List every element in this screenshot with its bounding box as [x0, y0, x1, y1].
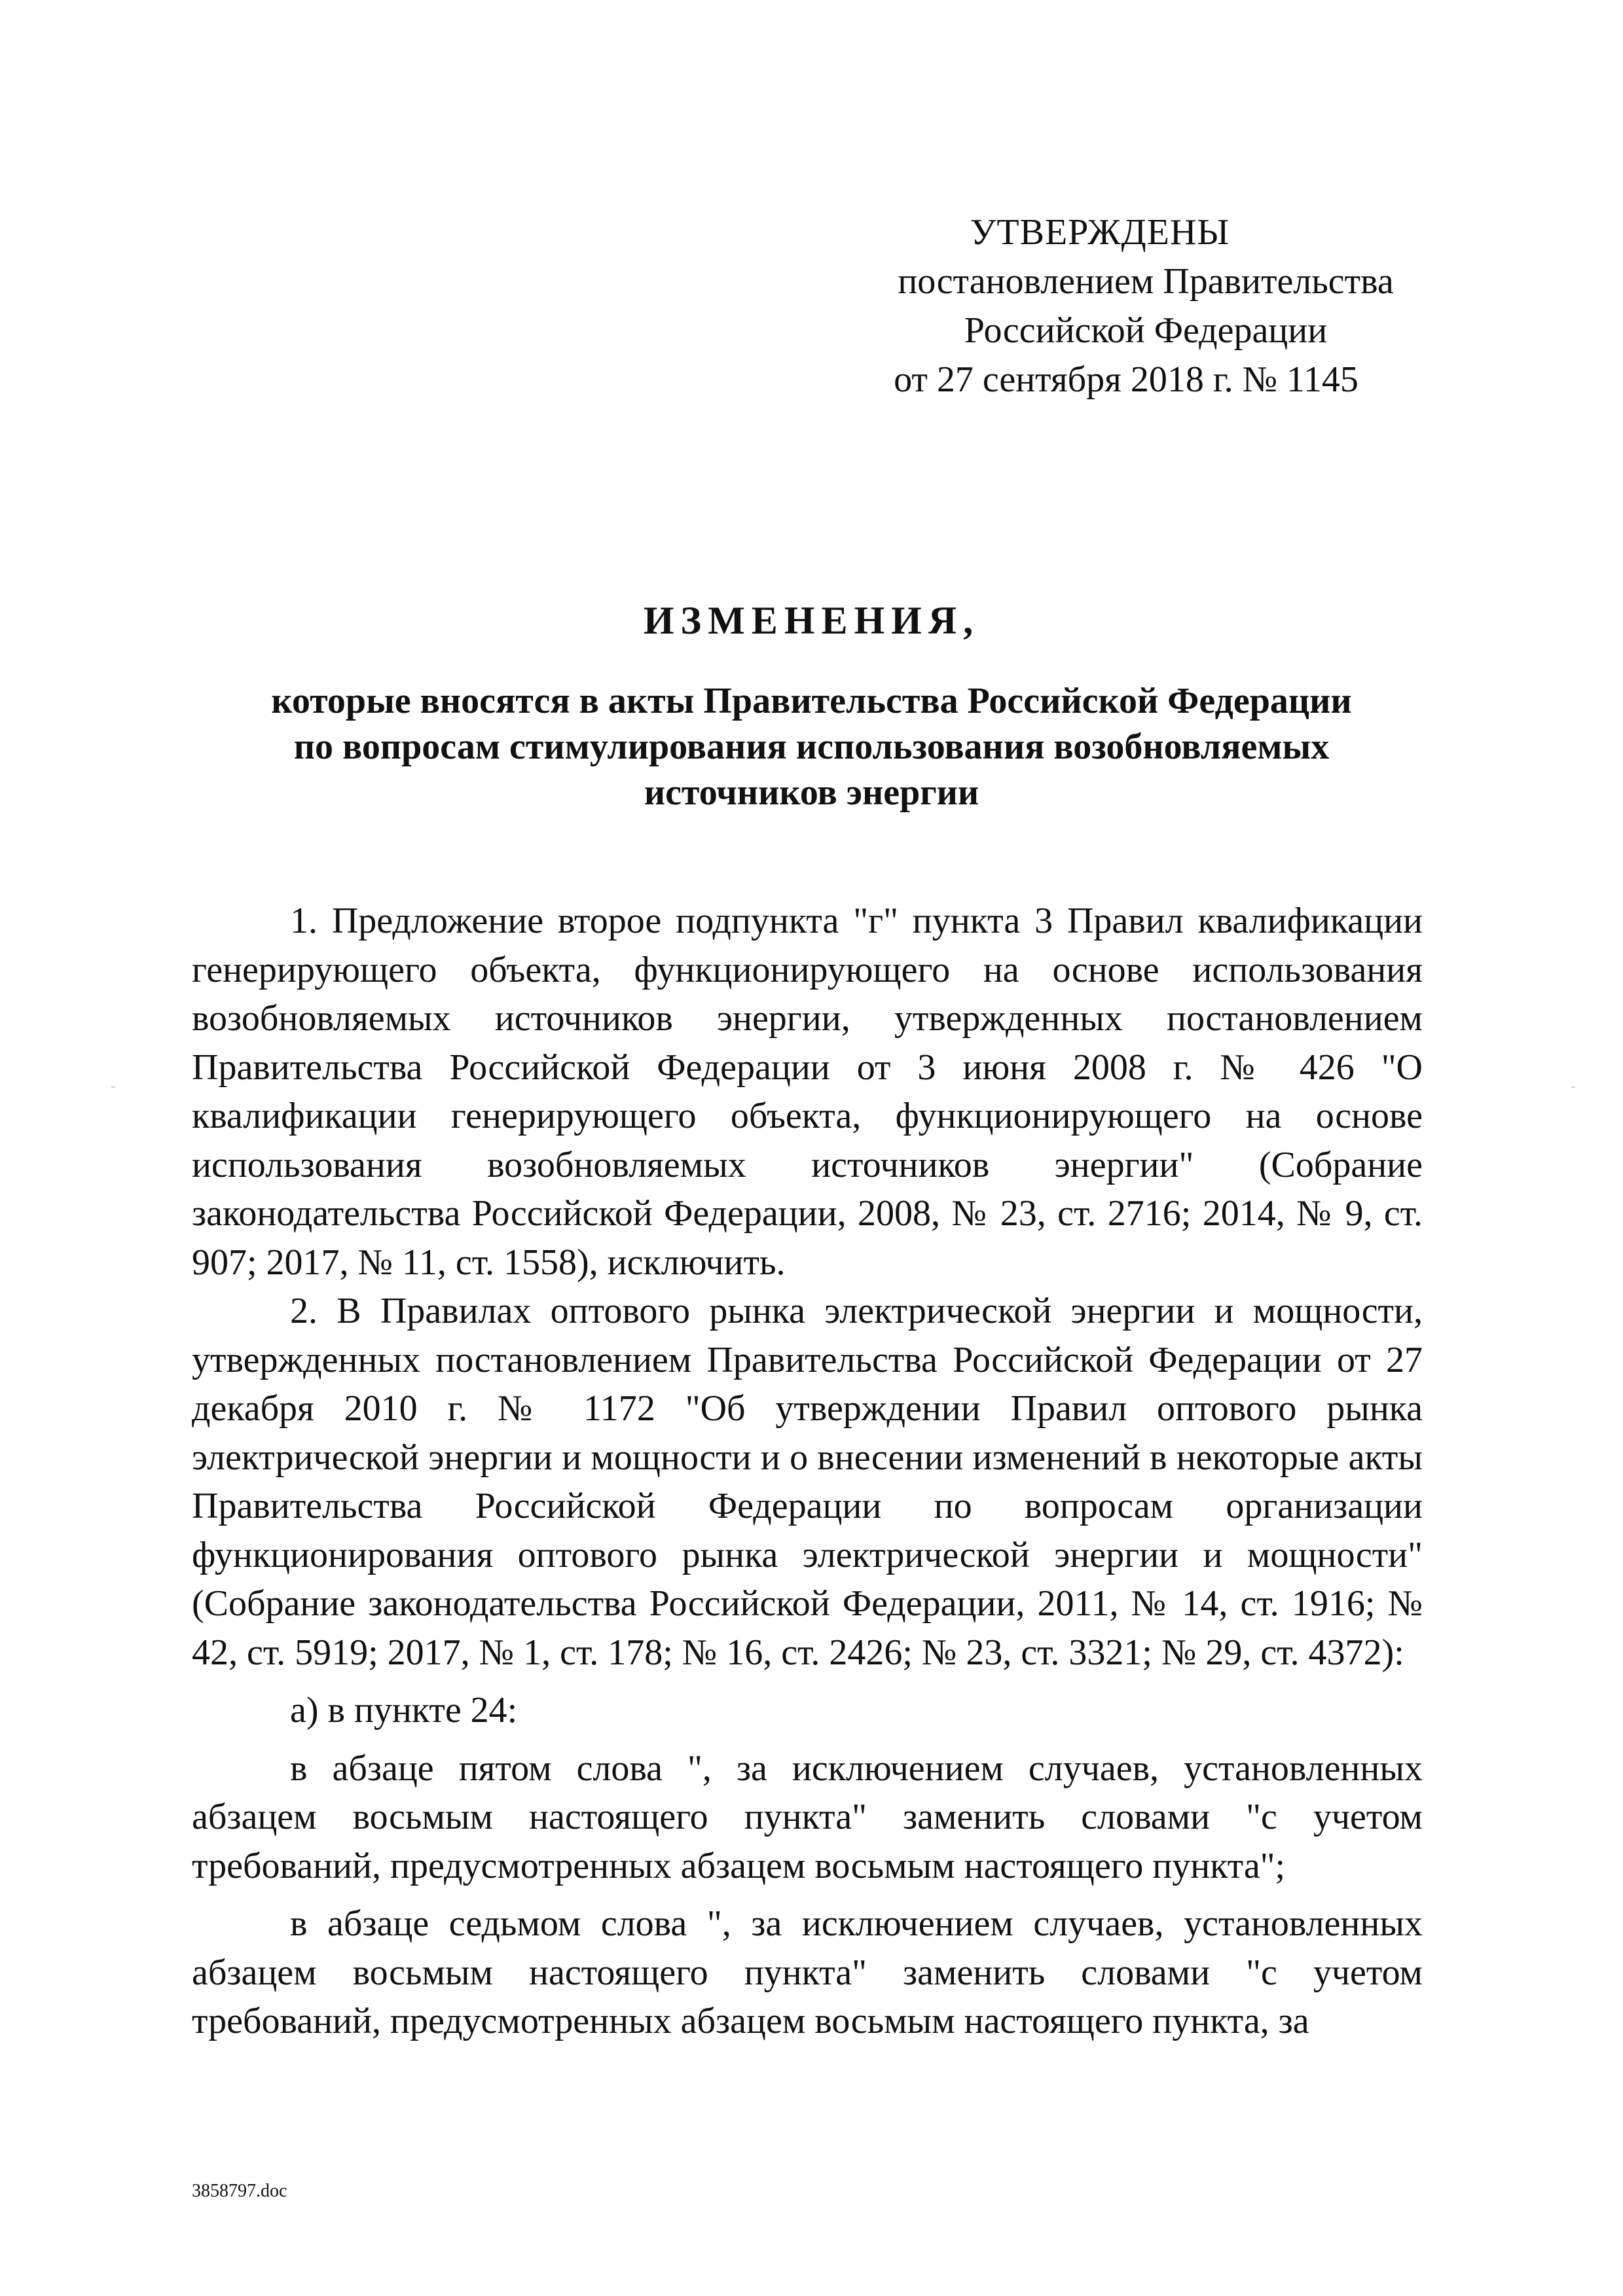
approval-heading: УТВЕРЖДЕНЫ: [970, 212, 1230, 253]
approval-line-1: постановлением Правительства: [898, 261, 1394, 302]
paragraph-5: в абзаце седьмом слова ", за исключением случаев, установленных абзацем восьмым настоящего пункта" заменить словами "с учетом требований, предусмотренных абзацем восьмым настоящего пункта, за: [192, 1903, 1423, 2041]
approval-stamp-block: [851, 208, 1440, 404]
paragraph-1: 1. Предложение второе подпункта "г" пункта 3 Правил квалификации генерирующего объекта, функционирующего на основе использования возобновляемых источников энергии, утвержденных постановлением Правительства Российской Федерации от 3 июня 2008 г. № 426 "О квалификации генерирующего объекта, функционирующего на основе использования возобновляемых источников энергии" (Собрание законодательства Российской Федерации, 2008, № 23, ст. 2716; 2014, № 9, ст. 907; 2017, № 11, ст. 1558), исключить.: [192, 901, 1423, 1283]
approval-date-line: от 27 сентября 2018 г. № 1145: [894, 359, 1359, 400]
scan-edge-mark-right: [1571, 1086, 1575, 1088]
document-subtitle-line-3: источников энергии: [644, 772, 979, 813]
document-subtitle-line-1: которые вносятся в акты Правительства Российской Федерации: [271, 681, 1352, 721]
approval-line-2: Российской Федерации: [964, 310, 1328, 351]
document-file-code: 3858797.doc: [192, 2181, 287, 2201]
scan-edge-mark-left: [111, 1086, 115, 1088]
paragraph-2: 2. В Правилах оптового рынка электрической энергии и мощности, утвержденных постановлением Правительства Российской Федерации от 27 декабря 2010 г. № 1172 "Об утверждении Правил оптового рынка электрической энергии и мощности и о внесении изменений в некоторые акты Правительства Российской Федерации по вопросам организации функционирования оптового рынка электрической энергии и мощности" (Собрание законодательства Российской Федерации, 2011, № 14, ст. 1916; № 42, ст. 5919; 2017, № 1, ст. 178; № 16, ст. 2426; № 23, ст. 3321; № 29, ст. 4372):: [192, 1291, 1423, 1673]
paragraph-4: в абзаце пятом слова ", за исключением случаев, установленных абзацем восьмым настоящего пункта" заменить словами "с учетом требований, предусмотренных абзацем восьмым настоящего пункта";: [192, 1748, 1423, 1886]
document-subtitle-line-2: по вопросам стимулирования использования возобновляемых: [293, 726, 1330, 767]
paragraph-3: а) в пункте 24:: [290, 1690, 518, 1731]
document-body: [192, 897, 1423, 2046]
document-title-block: [131, 594, 1492, 816]
document-title: ИЗМЕНЕНИЯ,: [643, 599, 980, 642]
